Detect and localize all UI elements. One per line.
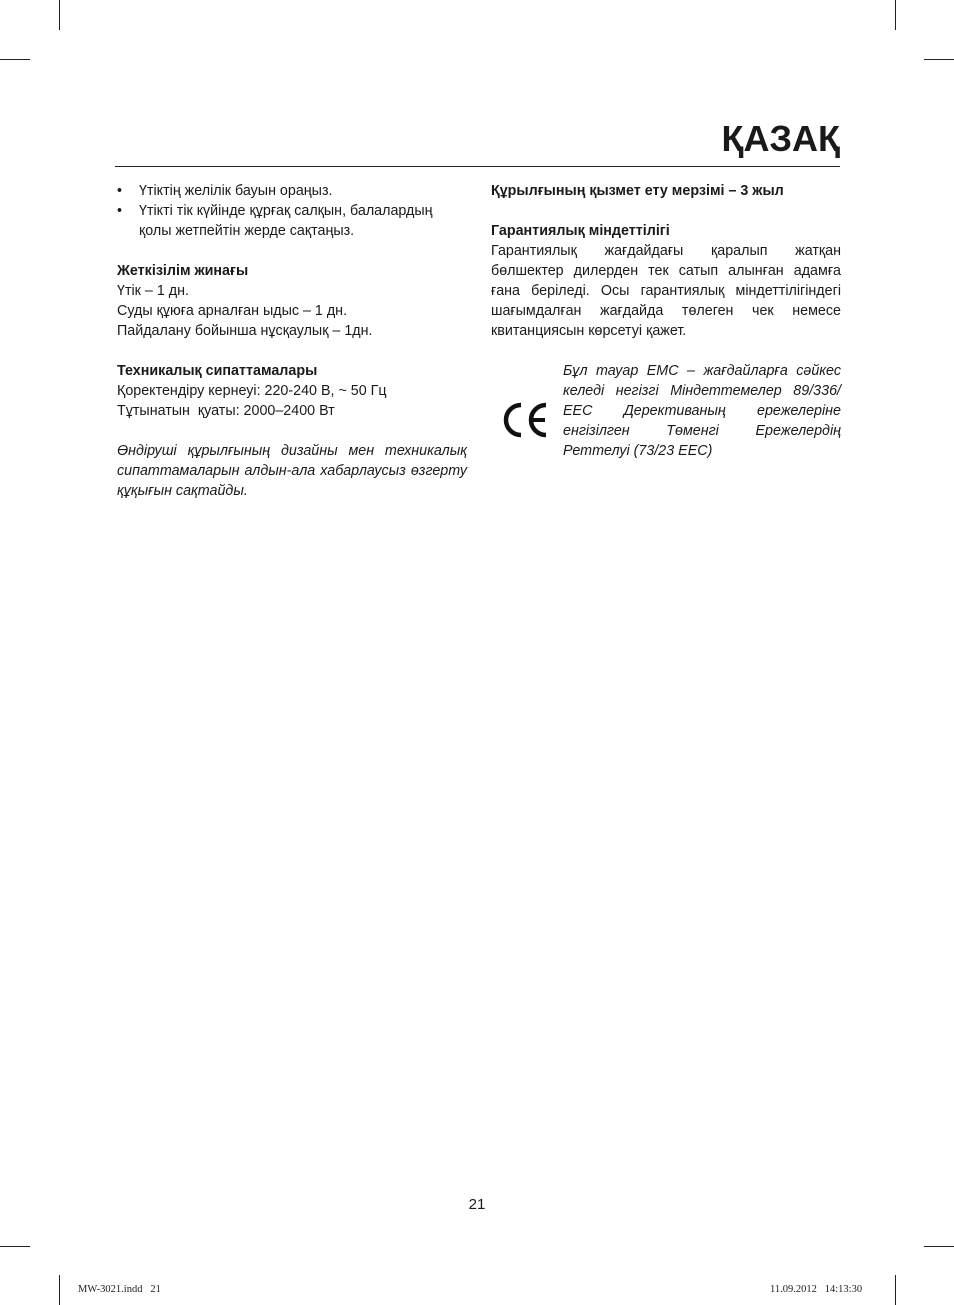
crop-mark: [0, 59, 30, 60]
bullet-text: Үтікті тік күйінде құрғақ салқын, балалардың қолы жетпейтін жерде сақтаңыз.: [139, 203, 433, 239]
footer-datetime: 11.09.2012 14:13:30: [770, 1284, 863, 1295]
warranty-heading: Гарантиялық міндеттілігі: [491, 223, 670, 239]
package-heading: Жеткізілім жинағы: [117, 263, 249, 279]
bullet-text: Үтіктің желілік бауын ораңыз.: [139, 183, 333, 199]
page-number: 21: [468, 1196, 486, 1213]
specs-line: Қоректендіру кернеуі: 220-240 В, ~ 50 Гц: [117, 383, 387, 399]
specs-line: Тұтынатын қуаты: 2000–2400 Вт: [117, 403, 335, 419]
page-title: ҚАЗАҚ: [721, 118, 840, 159]
crop-mark: [924, 1246, 954, 1247]
bullet-icon: •: [117, 203, 123, 219]
right-column: [491, 181, 841, 341]
crop-mark: [59, 1275, 60, 1305]
package-line: Үтік – 1 дн.: [117, 283, 189, 299]
package-line: Суды құюға арналған ыдыс – 1 дн.: [117, 303, 348, 319]
crop-mark: [59, 0, 60, 30]
list-item: [117, 181, 467, 201]
crop-mark: [0, 1246, 30, 1247]
specs-heading: Техникалық сипаттамалары: [117, 363, 318, 379]
warranty-text: Гарантиялық жағдайдағы қаралып жатқан бөлшектер дилерден тек сатып алынған адамға ғана беріледі. Осы гарантиялық міндеттілігіндегі шағымдалған жағдайда төлеген чек немесе квитанциясын көрсетуі қажет.: [491, 243, 841, 339]
manufacturer-note: Өндіруші құрылғының дизайны мен техникалық сипаттамаларын алдын-ала хабарлаусыз өзгерту құқығын сақтайды.: [117, 443, 467, 499]
footer-file: MW-3021.indd 21: [78, 1284, 161, 1295]
crop-mark: [895, 1275, 896, 1305]
bullet-icon: •: [117, 183, 123, 199]
service-life: Құрылғының қызмет ету мерзімі – 3 жыл: [491, 183, 784, 199]
ce-mark-icon: [503, 402, 549, 443]
list-item: [117, 201, 467, 241]
package-line: Пайдалану бойынша нұсқаулық – 1дн.: [117, 323, 373, 339]
left-column: [117, 181, 467, 501]
header-rule: [115, 166, 840, 167]
crop-mark: [924, 59, 954, 60]
crop-mark: [895, 0, 896, 30]
ce-compliance-text: Бұл тауар ЕМС – жағдайларға сәйкес келеді негізгі Міндеттемелер 89/336/ ЕЕС Дерективаның ережелеріне енгізілген Төменгі Ережелердің Реттелуі (73/23 ЕЕС): [563, 363, 841, 459]
